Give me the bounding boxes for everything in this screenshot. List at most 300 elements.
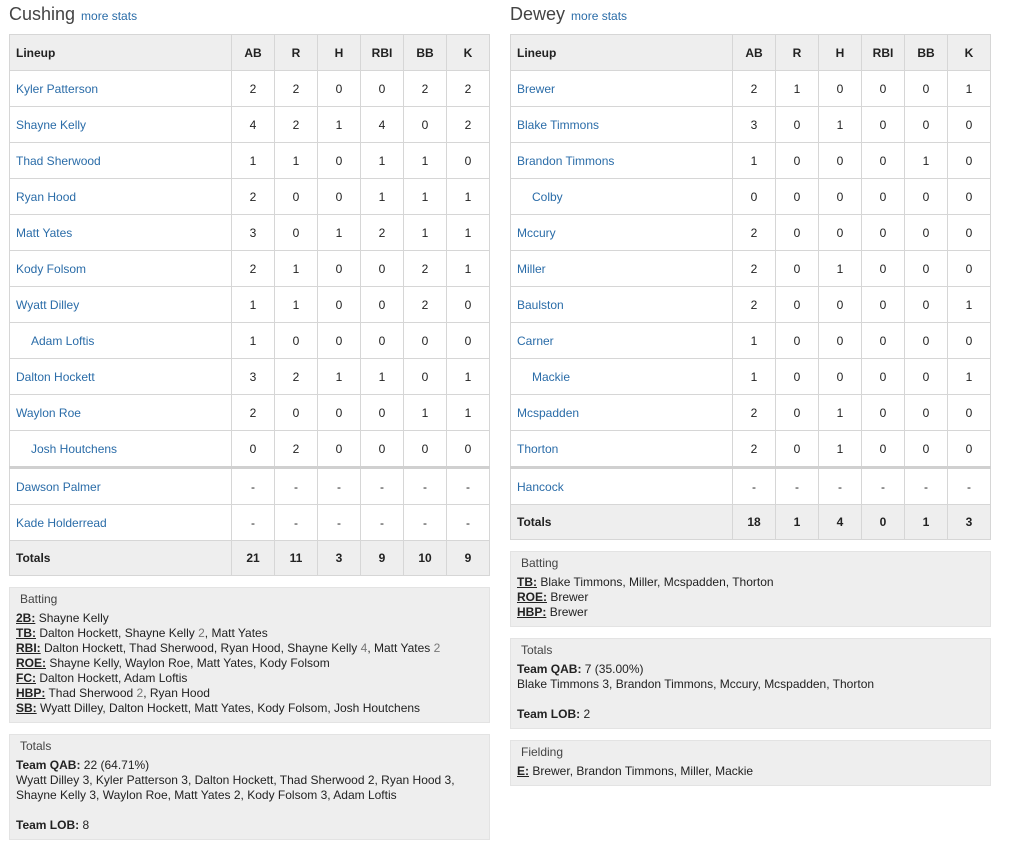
away-errors-line xyxy=(517,764,984,779)
table-row xyxy=(10,323,490,359)
stat-r: 1 xyxy=(776,71,819,107)
stat-count: 4 xyxy=(360,641,368,655)
stat-r: 1 xyxy=(275,287,318,323)
stat-bb: 2 xyxy=(404,251,447,287)
stat-bb: 1 xyxy=(404,179,447,215)
player-link[interactable]: Carner xyxy=(511,323,733,359)
stat-rbi: 4 xyxy=(361,107,404,143)
stat-players: Brewer xyxy=(550,590,589,604)
table-row xyxy=(10,143,490,179)
stat-bb: 0 xyxy=(905,323,948,359)
stat-bb: - xyxy=(404,468,447,505)
stat-rbi: - xyxy=(361,468,404,505)
stat-h: 0 xyxy=(318,395,361,431)
batting-stat-line xyxy=(517,575,984,590)
stat-rbi: 0 xyxy=(361,395,404,431)
home-lob-line xyxy=(16,818,483,833)
stat-r: - xyxy=(776,468,819,505)
stat-r: 0 xyxy=(776,143,819,179)
stat-bb: 0 xyxy=(404,323,447,359)
player-link[interactable]: Hancock xyxy=(511,468,733,505)
stat-r: 0 xyxy=(275,395,318,431)
stat-r: 0 xyxy=(776,107,819,143)
stat-k: - xyxy=(948,468,991,505)
table-row xyxy=(10,107,490,143)
player-link[interactable]: Mccury xyxy=(511,215,733,251)
stat-rbi: 0 xyxy=(862,71,905,107)
away-batting-title: Batting xyxy=(521,556,559,570)
stat-rbi: 0 xyxy=(361,251,404,287)
stat-ab: 3 xyxy=(232,215,275,251)
table-row xyxy=(511,287,991,323)
stat-ab: - xyxy=(232,505,275,541)
stat-ab: 0 xyxy=(733,179,776,215)
table-row xyxy=(511,431,991,468)
batting-stat-line xyxy=(16,626,483,641)
stat-bb: 0 xyxy=(905,431,948,468)
player-link[interactable]: Thorton xyxy=(511,431,733,468)
table-row xyxy=(511,179,991,215)
home-totals-box xyxy=(9,734,490,840)
stat-rbi: 0 xyxy=(862,359,905,395)
stat-label: 2B: xyxy=(16,611,36,625)
errors-value: Brewer, Brandon Timmons, Miller, Mackie xyxy=(532,764,754,778)
stat-h: - xyxy=(318,468,361,505)
stat-rbi: 1 xyxy=(361,143,404,179)
totals-row xyxy=(10,541,490,576)
player-link[interactable]: Colby xyxy=(511,179,733,215)
away-qab-line xyxy=(517,662,984,677)
stat-ab: 2 xyxy=(733,251,776,287)
home-batting-lines xyxy=(16,611,483,716)
stat-ab: 1 xyxy=(733,359,776,395)
stat-k: 0 xyxy=(948,395,991,431)
stat-h: 0 xyxy=(318,251,361,287)
total-rbi: 0 xyxy=(862,505,905,540)
stat-bb: 1 xyxy=(905,143,948,179)
stat-h: 0 xyxy=(819,143,862,179)
player-link[interactable]: Wyatt Dilley xyxy=(10,287,232,323)
stat-bb: 0 xyxy=(404,107,447,143)
stat-bb: 1 xyxy=(404,143,447,179)
stat-k: 1 xyxy=(948,71,991,107)
stat-players: Dalton Hockett, Thad Sherwood, Ryan Hood, xyxy=(44,641,288,655)
stat-r: 0 xyxy=(275,215,318,251)
player-link[interactable]: Ryan Hood xyxy=(10,179,232,215)
stat-r: 0 xyxy=(275,179,318,215)
total-ab: 21 xyxy=(232,541,275,576)
column-header-k: K xyxy=(948,35,991,71)
player-link[interactable]: Adam Loftis xyxy=(10,323,232,359)
player-link[interactable]: Matt Yates xyxy=(10,215,232,251)
stat-ab: - xyxy=(232,468,275,505)
stat-r: 0 xyxy=(776,215,819,251)
table-row xyxy=(10,359,490,395)
stat-k: 1 xyxy=(447,359,490,395)
home-box-score-table xyxy=(9,34,490,576)
stat-players: Shayne Kelly xyxy=(124,626,199,640)
table-row xyxy=(511,143,991,179)
stat-ab: 4 xyxy=(232,107,275,143)
stat-bb: 0 xyxy=(905,179,948,215)
stat-ab: 2 xyxy=(232,71,275,107)
stat-ab: 1 xyxy=(232,143,275,179)
table-row xyxy=(10,215,490,251)
stat-rbi: - xyxy=(862,468,905,505)
stat-label: FC: xyxy=(16,671,36,685)
stat-k: 0 xyxy=(948,215,991,251)
stat-h: 1 xyxy=(318,359,361,395)
column-header-r: R xyxy=(275,35,318,71)
stat-ab: 1 xyxy=(733,323,776,359)
stat-k: - xyxy=(447,505,490,541)
stat-k: 1 xyxy=(447,215,490,251)
stat-bb: - xyxy=(404,505,447,541)
player-link[interactable]: Miller xyxy=(511,251,733,287)
stat-ab: 2 xyxy=(733,431,776,468)
batting-stat-line xyxy=(16,641,483,656)
stat-r: 1 xyxy=(275,143,318,179)
totals-label: Totals xyxy=(511,505,733,540)
player-link[interactable]: Dalton Hockett xyxy=(10,359,232,395)
stat-rbi: 1 xyxy=(361,359,404,395)
home-qab-players-2: Shayne Kelly 3, Waylon Roe, Matt Yates 2, Kody Folsom 3, Adam Loftis xyxy=(16,788,397,802)
stat-k: 0 xyxy=(447,287,490,323)
stat-h: 0 xyxy=(819,215,862,251)
stat-bb: 0 xyxy=(905,395,948,431)
totals-row xyxy=(511,505,991,540)
stat-ab: 1 xyxy=(733,143,776,179)
stat-bb: 1 xyxy=(404,215,447,251)
stat-k: 0 xyxy=(447,143,490,179)
stat-rbi: 0 xyxy=(862,323,905,359)
stat-ab: 1 xyxy=(232,287,275,323)
away-totals-box xyxy=(510,638,991,729)
stat-h: 1 xyxy=(318,215,361,251)
stat-label: ROE: xyxy=(517,590,547,604)
stat-k: - xyxy=(447,468,490,505)
stat-r: 0 xyxy=(275,323,318,359)
stat-k: 1 xyxy=(447,179,490,215)
table-row xyxy=(511,251,991,287)
stat-bb: 0 xyxy=(905,107,948,143)
stat-rbi: 0 xyxy=(862,287,905,323)
stat-players: Matt Yates xyxy=(374,641,434,655)
qab-label: Team QAB: xyxy=(517,662,582,676)
stat-label: SB: xyxy=(16,701,37,715)
stat-r: 2 xyxy=(275,431,318,468)
total-rbi: 9 xyxy=(361,541,404,576)
column-header-h: H xyxy=(819,35,862,71)
stat-k: 0 xyxy=(447,323,490,359)
away-team-name: Dewey xyxy=(510,4,566,24)
stat-r: 0 xyxy=(776,431,819,468)
errors-label: E: xyxy=(517,764,529,778)
stat-h: 0 xyxy=(318,431,361,468)
stat-label: ROE: xyxy=(16,656,46,670)
table-row xyxy=(10,251,490,287)
stat-ab: 2 xyxy=(232,395,275,431)
away-box-score-table xyxy=(510,34,991,540)
table-row xyxy=(10,71,490,107)
stat-rbi: 0 xyxy=(862,179,905,215)
column-header-h: H xyxy=(318,35,361,71)
batting-stat-line xyxy=(517,590,984,605)
stat-players: , Ryan Hood xyxy=(143,686,210,700)
stat-r: - xyxy=(275,505,318,541)
stat-r: 0 xyxy=(776,287,819,323)
player-link[interactable]: Kody Folsom xyxy=(10,251,232,287)
away-batting-lines xyxy=(517,575,984,620)
stat-ab: 0 xyxy=(232,431,275,468)
total-bb: 1 xyxy=(905,505,948,540)
stat-ab: - xyxy=(733,468,776,505)
stat-bb: 0 xyxy=(905,359,948,395)
stat-rbi: 0 xyxy=(862,143,905,179)
home-totals-title: Totals xyxy=(20,739,52,753)
stat-rbi: 0 xyxy=(862,215,905,251)
stat-bb: - xyxy=(905,468,948,505)
column-header-ab: AB xyxy=(733,35,776,71)
total-h: 3 xyxy=(318,541,361,576)
stat-h: 1 xyxy=(819,107,862,143)
home-batting-title: Batting xyxy=(20,592,58,606)
stat-rbi: 2 xyxy=(361,215,404,251)
stat-k: 2 xyxy=(447,107,490,143)
batting-stat-line xyxy=(16,701,483,716)
stat-k: 1 xyxy=(447,251,490,287)
table-row xyxy=(10,179,490,215)
home-team-name: Cushing xyxy=(9,4,76,24)
stat-label: HBP: xyxy=(517,605,547,619)
table-row xyxy=(10,395,490,431)
player-link[interactable]: Kade Holderread xyxy=(10,505,232,541)
table-row xyxy=(10,287,490,323)
lineup-column-header: Lineup xyxy=(10,35,232,71)
total-k: 9 xyxy=(447,541,490,576)
stat-h: 0 xyxy=(819,287,862,323)
away-batting-box xyxy=(510,551,991,627)
stat-rbi: 0 xyxy=(862,431,905,468)
column-header-k: K xyxy=(447,35,490,71)
stat-k: 1 xyxy=(948,287,991,323)
stat-bb: 2 xyxy=(404,287,447,323)
stat-rbi: 0 xyxy=(361,323,404,359)
away-fielding-title: Fielding xyxy=(521,745,564,759)
totals-label: Totals xyxy=(10,541,232,576)
stat-label: RBI: xyxy=(16,641,41,655)
column-header-bb: BB xyxy=(905,35,948,71)
qab-value: 22 (64.71%) xyxy=(83,758,150,772)
column-header-rbi: RBI xyxy=(862,35,905,71)
bench-row xyxy=(511,468,991,505)
player-link[interactable]: Baulston xyxy=(511,287,733,323)
home-qab-line xyxy=(16,758,483,773)
home-team-header xyxy=(9,4,490,34)
table-row xyxy=(511,359,991,395)
stat-k: 0 xyxy=(447,431,490,468)
stat-h: 0 xyxy=(318,287,361,323)
player-link[interactable]: Blake Timmons xyxy=(511,107,733,143)
stat-players: Shayne Kelly, Waylon Roe, Matt Yates, Kody Folsom xyxy=(49,656,330,670)
home-qab-players-1: Wyatt Dilley 3, Kyler Patterson 3, Dalton Hockett, Thad Sherwood 2, Ryan Hood 3, xyxy=(16,773,455,787)
player-link[interactable]: Waylon Roe xyxy=(10,395,232,431)
stat-bb: 0 xyxy=(404,431,447,468)
away-more-stats-link[interactable]: more stats xyxy=(571,9,628,23)
total-bb: 10 xyxy=(404,541,447,576)
stat-k: 0 xyxy=(948,323,991,359)
stat-r: 2 xyxy=(275,71,318,107)
batting-stat-line xyxy=(16,671,483,686)
player-link[interactable]: Kyler Patterson xyxy=(10,71,232,107)
stat-h: 1 xyxy=(819,395,862,431)
stat-rbi: 0 xyxy=(862,251,905,287)
stat-bb: 0 xyxy=(905,251,948,287)
stat-r: - xyxy=(275,468,318,505)
away-totals-title: Totals xyxy=(521,643,553,657)
stat-r: 1 xyxy=(275,251,318,287)
stat-players: Thad Sherwood xyxy=(48,686,137,700)
stat-r: 0 xyxy=(776,359,819,395)
away-fielding-box xyxy=(510,740,991,786)
stat-players: Shayne Kelly xyxy=(38,611,109,625)
player-link[interactable]: Mackie xyxy=(511,359,733,395)
stat-r: 0 xyxy=(776,179,819,215)
stat-players: Brewer xyxy=(549,605,588,619)
stat-h: - xyxy=(318,505,361,541)
away-team-section xyxy=(510,4,991,540)
stat-rbi: 0 xyxy=(361,71,404,107)
stat-k: 0 xyxy=(948,179,991,215)
table-row xyxy=(511,395,991,431)
stat-h: 0 xyxy=(318,323,361,359)
stat-count: 2 xyxy=(433,641,441,655)
stat-h: 0 xyxy=(318,71,361,107)
stat-count: 2 xyxy=(136,686,144,700)
stat-ab: 2 xyxy=(232,179,275,215)
stat-h: 1 xyxy=(819,431,862,468)
stat-r: 0 xyxy=(776,323,819,359)
stat-players: Blake Timmons, Miller, Mcspadden, Thorton xyxy=(540,575,774,589)
stat-h: 0 xyxy=(318,179,361,215)
stat-k: 1 xyxy=(948,359,991,395)
total-ab: 18 xyxy=(733,505,776,540)
stat-bb: 0 xyxy=(404,359,447,395)
stat-ab: 3 xyxy=(733,107,776,143)
column-header-ab: AB xyxy=(232,35,275,71)
player-link[interactable]: Shayne Kelly xyxy=(10,107,232,143)
stat-rbi: 0 xyxy=(862,395,905,431)
stat-count: 2 xyxy=(198,626,205,640)
table-row xyxy=(10,431,490,468)
stat-rbi: 0 xyxy=(361,287,404,323)
stat-h: 0 xyxy=(819,323,862,359)
bench-row xyxy=(10,505,490,541)
batting-stat-line xyxy=(16,686,483,701)
stat-ab: 2 xyxy=(733,71,776,107)
stat-k: 0 xyxy=(948,143,991,179)
stat-ab: 2 xyxy=(733,395,776,431)
lob-value: 2 xyxy=(583,707,591,721)
stat-k: 0 xyxy=(948,107,991,143)
stat-players: , Matt Yates xyxy=(204,626,268,640)
away-team-header xyxy=(510,4,991,34)
stat-rbi: - xyxy=(361,505,404,541)
stat-h: - xyxy=(819,468,862,505)
player-link[interactable]: Josh Houtchens xyxy=(10,431,232,468)
stat-players: , xyxy=(367,641,375,655)
stat-r: 0 xyxy=(776,395,819,431)
stat-r: 0 xyxy=(776,251,819,287)
stat-players: Dalton Hockett, xyxy=(39,626,125,640)
stat-h: 1 xyxy=(819,251,862,287)
stat-players: Shayne Kelly xyxy=(287,641,361,655)
batting-stat-line xyxy=(16,656,483,671)
column-header-bb: BB xyxy=(404,35,447,71)
stat-ab: 2 xyxy=(232,251,275,287)
player-link[interactable]: Brewer xyxy=(511,71,733,107)
total-r: 1 xyxy=(776,505,819,540)
player-link[interactable]: Brandon Timmons xyxy=(511,143,733,179)
player-link[interactable]: Dawson Palmer xyxy=(10,468,232,505)
lob-value: 8 xyxy=(82,818,90,832)
player-link[interactable]: Thad Sherwood xyxy=(10,143,232,179)
stat-bb: 0 xyxy=(905,287,948,323)
away-qab-players-1: Blake Timmons 3, Brandon Timmons, Mccury, Mcspadden, Thorton xyxy=(517,677,875,691)
batting-stat-line xyxy=(16,611,483,626)
table-header-row xyxy=(10,35,490,71)
stat-label: TB: xyxy=(16,626,36,640)
stat-rbi: 0 xyxy=(361,431,404,468)
stat-ab: 1 xyxy=(232,323,275,359)
column-header-rbi: RBI xyxy=(361,35,404,71)
stat-bb: 0 xyxy=(905,71,948,107)
stat-h: 1 xyxy=(318,107,361,143)
total-k: 3 xyxy=(948,505,991,540)
stat-h: 0 xyxy=(819,179,862,215)
bench-row xyxy=(10,468,490,505)
stat-ab: 3 xyxy=(232,359,275,395)
stat-k: 0 xyxy=(948,251,991,287)
total-h: 4 xyxy=(819,505,862,540)
table-row xyxy=(511,215,991,251)
stat-ab: 2 xyxy=(733,287,776,323)
table-header-row xyxy=(511,35,991,71)
stat-players: Wyatt Dilley, Dalton Hockett, Matt Yates, Kody Folsom, Josh Houtchens xyxy=(40,701,421,715)
stat-bb: 1 xyxy=(404,395,447,431)
lob-label: Team LOB: xyxy=(517,707,581,721)
stat-bb: 2 xyxy=(404,71,447,107)
qab-label: Team QAB: xyxy=(16,758,81,772)
stat-rbi: 1 xyxy=(361,179,404,215)
qab-value: 7 (35.00%) xyxy=(584,662,644,676)
home-more-stats-link[interactable]: more stats xyxy=(81,9,138,23)
lineup-column-header: Lineup xyxy=(511,35,733,71)
stat-r: 2 xyxy=(275,107,318,143)
stat-k: 2 xyxy=(447,71,490,107)
stat-label: TB: xyxy=(517,575,537,589)
stat-rbi: 0 xyxy=(862,107,905,143)
table-row xyxy=(511,71,991,107)
table-row xyxy=(511,323,991,359)
home-team-section xyxy=(9,4,490,576)
batting-stat-line xyxy=(517,605,984,620)
stat-players: Dalton Hockett, Adam Loftis xyxy=(39,671,188,685)
stat-h: 0 xyxy=(819,71,862,107)
column-header-r: R xyxy=(776,35,819,71)
player-link[interactable]: Mcspadden xyxy=(511,395,733,431)
table-row xyxy=(511,107,991,143)
